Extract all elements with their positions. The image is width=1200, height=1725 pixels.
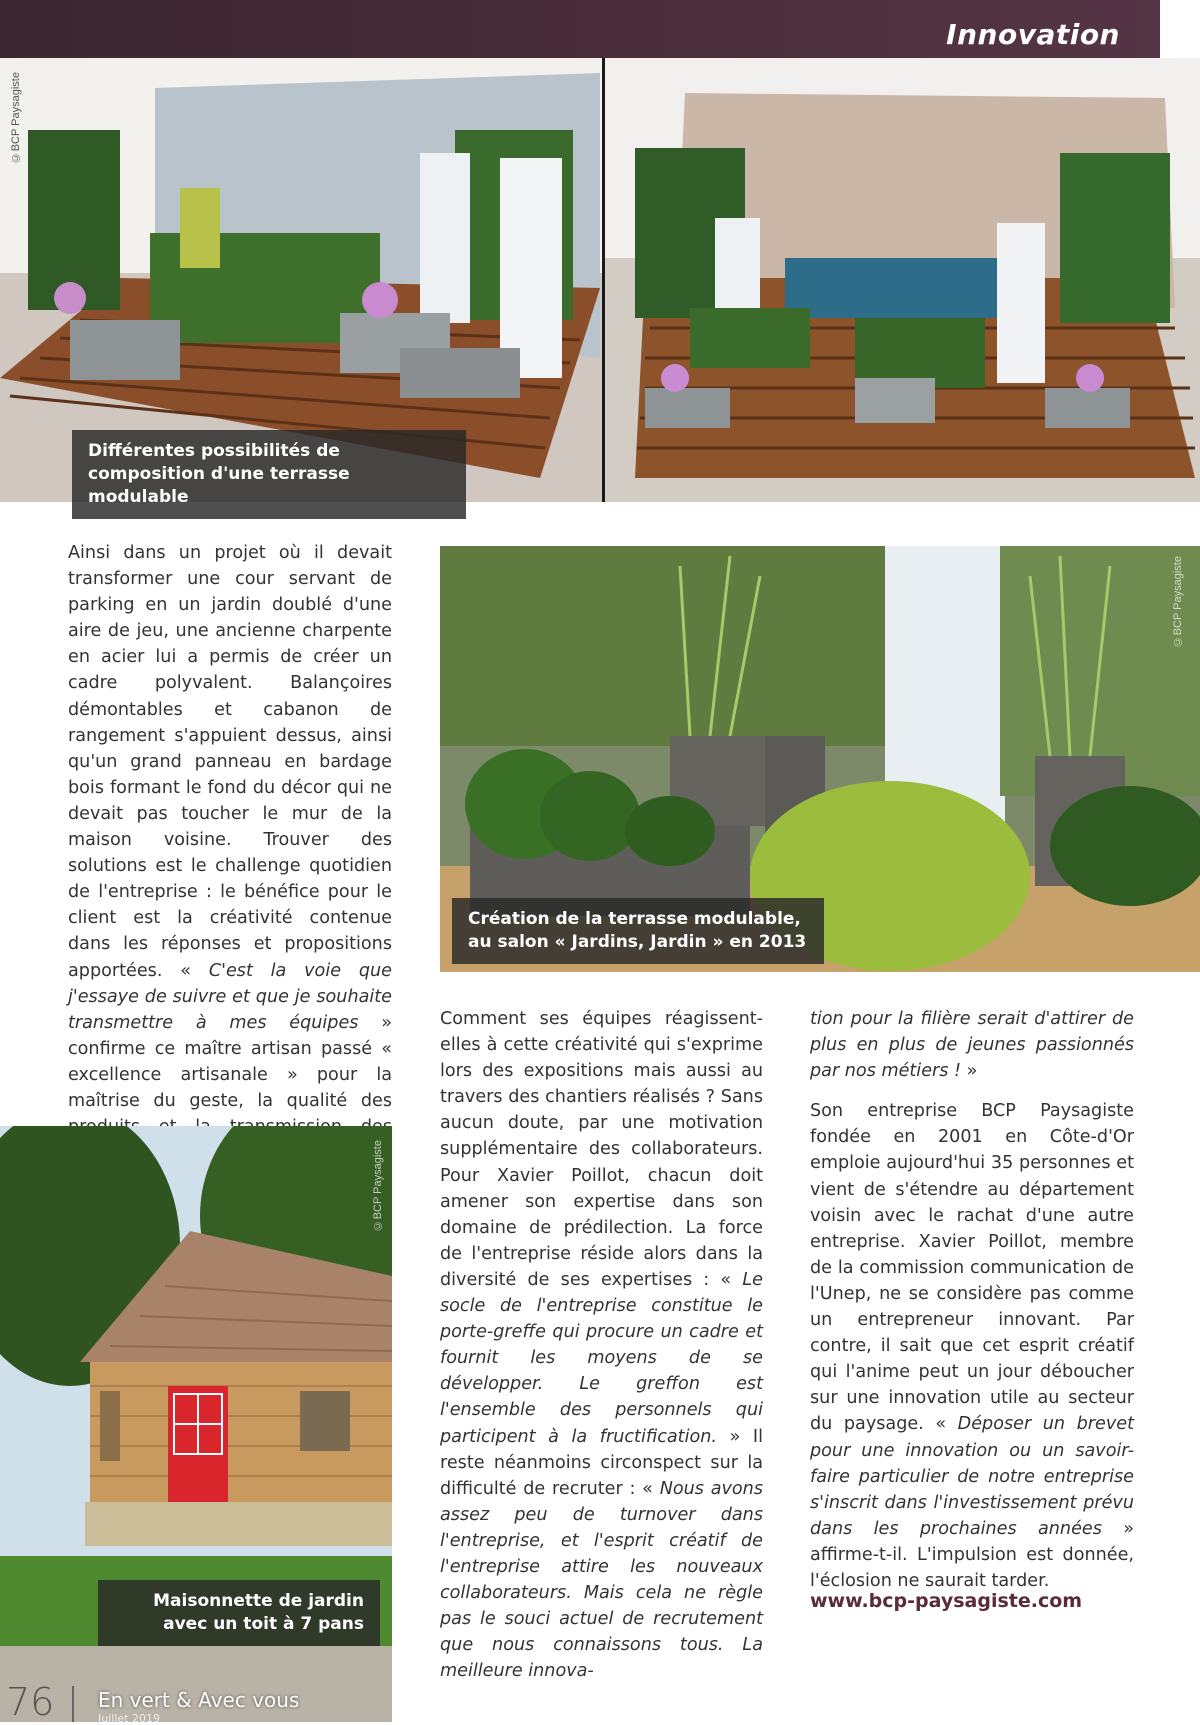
article-column-2 <box>440 1006 763 1698</box>
column-3-paragraph-2: Son entreprise BCP Paysagiste fondée en 2001 en Côte-d'Or emploie aujourd'hui 35 personnes et vient de s'étendre au département voisin avec le rachat d'une autre entreprise. Xavier Poillot, membre de la commission communication de l'Unep, ne se considère pas comme un entrepreneur innovant. Par contre, il sait que cet esprit créatif qui l'anime peut un jour déboucher sur une innovation utile au secteur du paysage. « Déposer un brevet pour une innovation ou un savoir-faire particulier de notre entreprise s'inscrit dans l'investissement prévu dans les prochaines années » affirme-t-il. L'impulsion est donnée, l'éclosion ne saurait tarder. <box>810 1101 1135 1591</box>
article-column-1 <box>68 540 392 1180</box>
photo-credit-middle: ©BCP Paysagiste <box>1172 556 1184 648</box>
column-3-paragraph-1: tion pour la filière serait d'attirer de plus en plus de jeunes passionnés par nos métiers ! » <box>810 1009 1134 1082</box>
issue-date: Juillet 2019 <box>98 1712 160 1725</box>
terrace-render-photo-2 <box>605 58 1200 502</box>
photo-credit-bottom: ©BCP Paysagiste <box>372 1140 384 1232</box>
photo-credit-top: ©BCP Paysagiste <box>10 72 22 164</box>
page-number: 76 <box>6 1680 55 1724</box>
caption-terrace-compositions: Différentes possibilités de composition d'une terrasse modulable <box>72 430 466 519</box>
article-column-3 <box>810 1006 1134 1608</box>
folio-divider <box>72 1686 74 1722</box>
magazine-title: En vert & Avec vous <box>98 1688 300 1712</box>
column-1-paragraph: Ainsi dans un projet où il devait transformer une cour servant de parking en un jardin doublé d'une aire de jeu, une ancienne charpente en acier lui a permis de créer un cadre polyvalent. Balançoires démontables et cabanon de rangement s'appuient dessus, ainsi qu'un grand panneau en bardage bois formant le fond du décor qui ne devait pas toucher le mur de la maison voisine. Trouver des solutions est le challenge quotidien de l'entreprise : le bénéfice pour le client est la créativité contenue dans les réponses et propositions apportées. « C'est la voie que j'essaye de suivre et que je souhaite transmettre à mes équipes » confirme ce maître artisan passé « excellence artisanale » pour la maîtrise du geste, la qualité des <box>68 543 392 1111</box>
caption-salon-terrace: Création de la terrasse modulable, au salon « Jardins, Jardin » en 2013 <box>452 898 824 964</box>
section-label: Innovation <box>946 18 1120 51</box>
column-2-paragraph: Comment ses équipes réagissent-elles à cette créativité qui s'exprime lors des expositions mais aussi au travers des chantiers réalisés ? Sans aucun doute, par une motivation supplémentaire des collaborateurs. Pour Xavier Poillot, chacun doit amener son expertise dans son domaine de prédilection. La force de l'entreprise réside alors dans la diversité de ses expertises : « Le socle de l'entreprise constitue le porte-greffe qui procure un cadre et fournit les moyens de se développer. Le greffon est l'ensemble des personnels qui participent à la fructification. » Il reste néanmoins circonspect sur la difficulté de recruter : « Nous avons assez peu de turnover dans l'entreprise, et l'esprit créatif de l'entreprise attire les nouveaux collaborateurs. Mais cela ne règle pas le souci actuel de recrutement que nous connaissons tous. La meilleure innova- <box>440 1009 764 1682</box>
website-link[interactable]: www.bcp-paysagiste.com <box>810 1590 1083 1612</box>
caption-garden-house: Maisonnette de jardin avec un toit à 7 pans <box>98 1580 380 1646</box>
